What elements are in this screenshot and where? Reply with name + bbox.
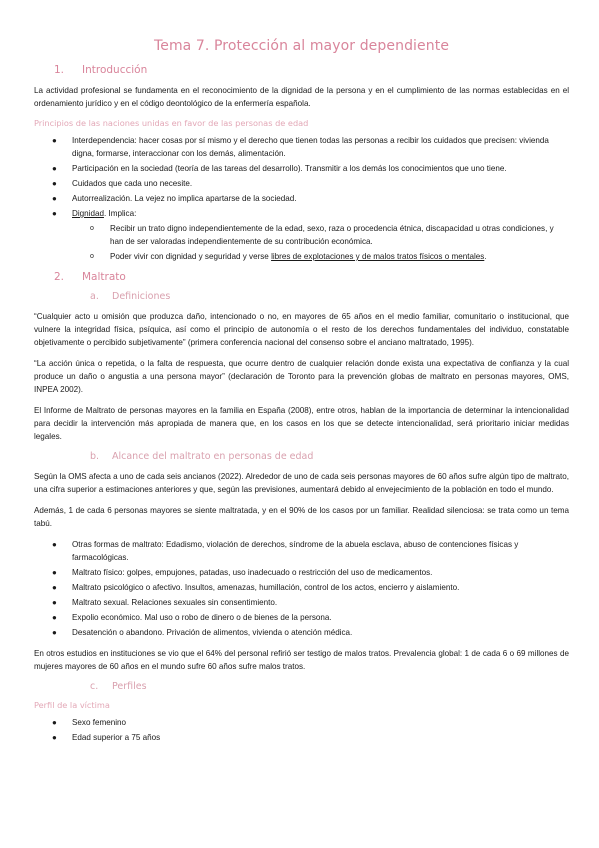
informe-paragraph: El Informe de Maltrato de personas mayores en la familia en España (2008), entre otros, hablan de la importancia de determinar la intencionalidad para decidir la intervención más apropiada de manera que, en los casos en los que se detecte intencionalidad, será prioritario iniciar medidas legales. bbox=[34, 406, 569, 441]
list-item bbox=[34, 716, 569, 729]
subsection-title: Definiciones bbox=[112, 291, 171, 302]
list-item bbox=[34, 626, 569, 639]
sub-item-suffix: . bbox=[484, 252, 487, 261]
bullet-icon: ● bbox=[52, 568, 57, 577]
maltrato-forms-list bbox=[34, 538, 569, 639]
list-item-text: Cuidados que cada uno necesite. bbox=[72, 179, 193, 188]
subsection-b-heading bbox=[90, 451, 569, 462]
oms-paragraph: Según la OMS afecta a uno de cada seis ancianos (2022). Alrededor de uno de cada seis personas mayores de 60 años sufre algún tipo de maltrato, una cifra superior a estimaciones anteriores y que, según las previsiones, aumentará debido al envejecimiento de la población en todo el mundo. bbox=[34, 472, 569, 494]
bullet-icon: ● bbox=[52, 540, 57, 549]
principles-heading: Principios de las naciones unidas en favor de las personas de edad bbox=[34, 118, 309, 128]
list-item-text: Maltrato físico: golpes, empujones, patadas, uso inadecuado o restricción del uso de medicamentos. bbox=[72, 568, 433, 577]
sub-list-item bbox=[34, 222, 569, 248]
list-item bbox=[34, 134, 569, 160]
section-title: Introducción bbox=[82, 64, 148, 76]
victim-profile-list bbox=[34, 716, 569, 744]
bullet-icon: ● bbox=[52, 733, 57, 742]
list-item-text: Maltrato sexual. Relaciones sexuales sin consentimiento. bbox=[72, 598, 278, 607]
section-number: 1. bbox=[54, 64, 65, 76]
subsection-title: Alcance del maltrato en personas de edad bbox=[112, 451, 314, 462]
sub-item-prefix: Poder vivir con dignidad y seguridad y verse bbox=[110, 252, 272, 261]
sub-item-underlined: libres de explotaciones y de malos tratos físicos o mentales bbox=[271, 252, 485, 261]
list-item bbox=[34, 177, 569, 190]
definition-2: “La acción única o repetida, o la falta de respuesta, que ocurre dentro de cualquier relación donde exista una expectativa de confianza y la cual produce un daño o angustia a una persona mayor” (declaración de Toronto para la prevención globas de maltrato en personas mayores, OMS, INPEA 2002). bbox=[34, 359, 569, 394]
list-item bbox=[34, 538, 569, 564]
victim-profile-heading: Perfil de la víctima bbox=[34, 700, 110, 710]
circle-bullet-icon: o bbox=[90, 253, 94, 260]
list-item-text: Edad superior a 75 años bbox=[72, 733, 161, 742]
list-item-text: Interdependencia: hacer cosas por sí mismo y el derecho que tienen todas las personas a recibir los cuidados que precisen: vivienda digna, formarse, interaccionar con los demás, alimentación. bbox=[72, 136, 549, 158]
bullet-icon: ● bbox=[52, 613, 57, 622]
list-item-dignidad bbox=[34, 207, 569, 220]
bullet-icon: ● bbox=[52, 628, 57, 637]
bullet-icon: ● bbox=[52, 209, 57, 218]
section-number: 2. bbox=[54, 271, 65, 283]
list-item bbox=[34, 566, 569, 579]
subsection-a-heading bbox=[90, 291, 569, 302]
dignidad-suffix: . Implica: bbox=[103, 209, 137, 218]
bullet-icon: ● bbox=[52, 179, 57, 188]
list-item bbox=[34, 596, 569, 609]
dignidad-label: Dignidad bbox=[72, 209, 104, 218]
bullet-icon: ● bbox=[52, 583, 57, 592]
page-title: Tema 7. Protección al mayor dependiente bbox=[153, 38, 450, 54]
list-item-text: Desatención o abandono. Privación de alimentos, vivienda o atención médica. bbox=[72, 628, 353, 637]
list-item-text: Autorrealización. La vejez no implica apartarse de la sociedad. bbox=[72, 194, 297, 203]
section-title: Maltrato bbox=[82, 271, 126, 283]
circle-bullet-icon: o bbox=[90, 225, 94, 232]
section-1-heading bbox=[54, 64, 569, 76]
principles-list bbox=[34, 134, 569, 220]
subsection-title: Perfiles bbox=[112, 681, 147, 692]
list-item bbox=[34, 731, 569, 744]
bullet-icon: ● bbox=[52, 136, 57, 145]
definition-1: “Cualquier acto u omisión que produzca daño, intencionado o no, en mayores de 65 años en el medio familiar, comunitario o institucional, que vulnere la integridad física, psíquica, así como el principio de autonomía o el resto de los derechos fundamentales del individuo, constatable objetivamente o percibido subjetivamente” (primera conferencia nacional del consenso sobre el anciano maltratado, 1995). bbox=[34, 312, 569, 347]
ademas-paragraph: Además, 1 de cada 6 personas mayores se siente maltratada, y en el 90% de los casos por un familiar. Realidad silenciosa: se trata como un tema tabú. bbox=[34, 506, 569, 528]
subsection-c-heading bbox=[90, 681, 569, 692]
bullet-icon: ● bbox=[52, 718, 57, 727]
sub-list-item-text: Recibir un trato digno independientemente de la edad, sexo, raza o procedencia étnica, discapacidad u otras condiciones, y han de ser valoradas independientemente de su contribución económica. bbox=[110, 224, 554, 246]
bullet-icon: ● bbox=[52, 194, 57, 203]
bullet-icon: ● bbox=[52, 598, 57, 607]
list-item bbox=[34, 581, 569, 594]
dignidad-sublist bbox=[34, 222, 569, 263]
list-item-text: Maltrato psicológico o afectivo. Insultos, amenazas, humillación, control de los actos, encierro y aislamiento. bbox=[72, 583, 460, 592]
list-item-text: Participación en la sociedad (teoría de las tareas del desarrollo). Transmitir a los demás los conocimientos que uno tiene. bbox=[72, 164, 507, 173]
section-2-heading bbox=[54, 271, 569, 283]
list-item-text: Otras formas de maltrato: Edadismo, violación de derechos, síndrome de la abuela esclava, abuso de contenciones físicas y farmacológicas. bbox=[72, 540, 519, 562]
list-item-text: Sexo femenino bbox=[72, 718, 126, 727]
otros-paragraph: En otros estudios en instituciones se vio que el 64% del personal refirió ser testigo de malos tratos. Prevalencia global: 1 de cada 6 o 69 millones de mujeres mayores de 60 años en el mundo sufre 60 años sufre malos tratos. bbox=[34, 649, 569, 671]
bullet-icon: ● bbox=[52, 164, 57, 173]
list-item bbox=[34, 192, 569, 205]
list-item bbox=[34, 162, 569, 175]
subsection-letter: a. bbox=[90, 291, 99, 302]
subsection-letter: b. bbox=[90, 451, 100, 462]
sub-list-item bbox=[34, 250, 569, 263]
intro-paragraph: La actividad profesional se fundamenta en el reconocimiento de la dignidad de la persona y en el cumplimiento de las normas establecidas en el ordenamiento jurídico y en el código deontológico de la enfermería española. bbox=[34, 86, 569, 108]
list-item-text: Expolio económico. Mal uso o robo de dinero o de bienes de la persona. bbox=[72, 613, 332, 622]
list-item bbox=[34, 611, 569, 624]
subsection-letter: c. bbox=[90, 681, 99, 692]
